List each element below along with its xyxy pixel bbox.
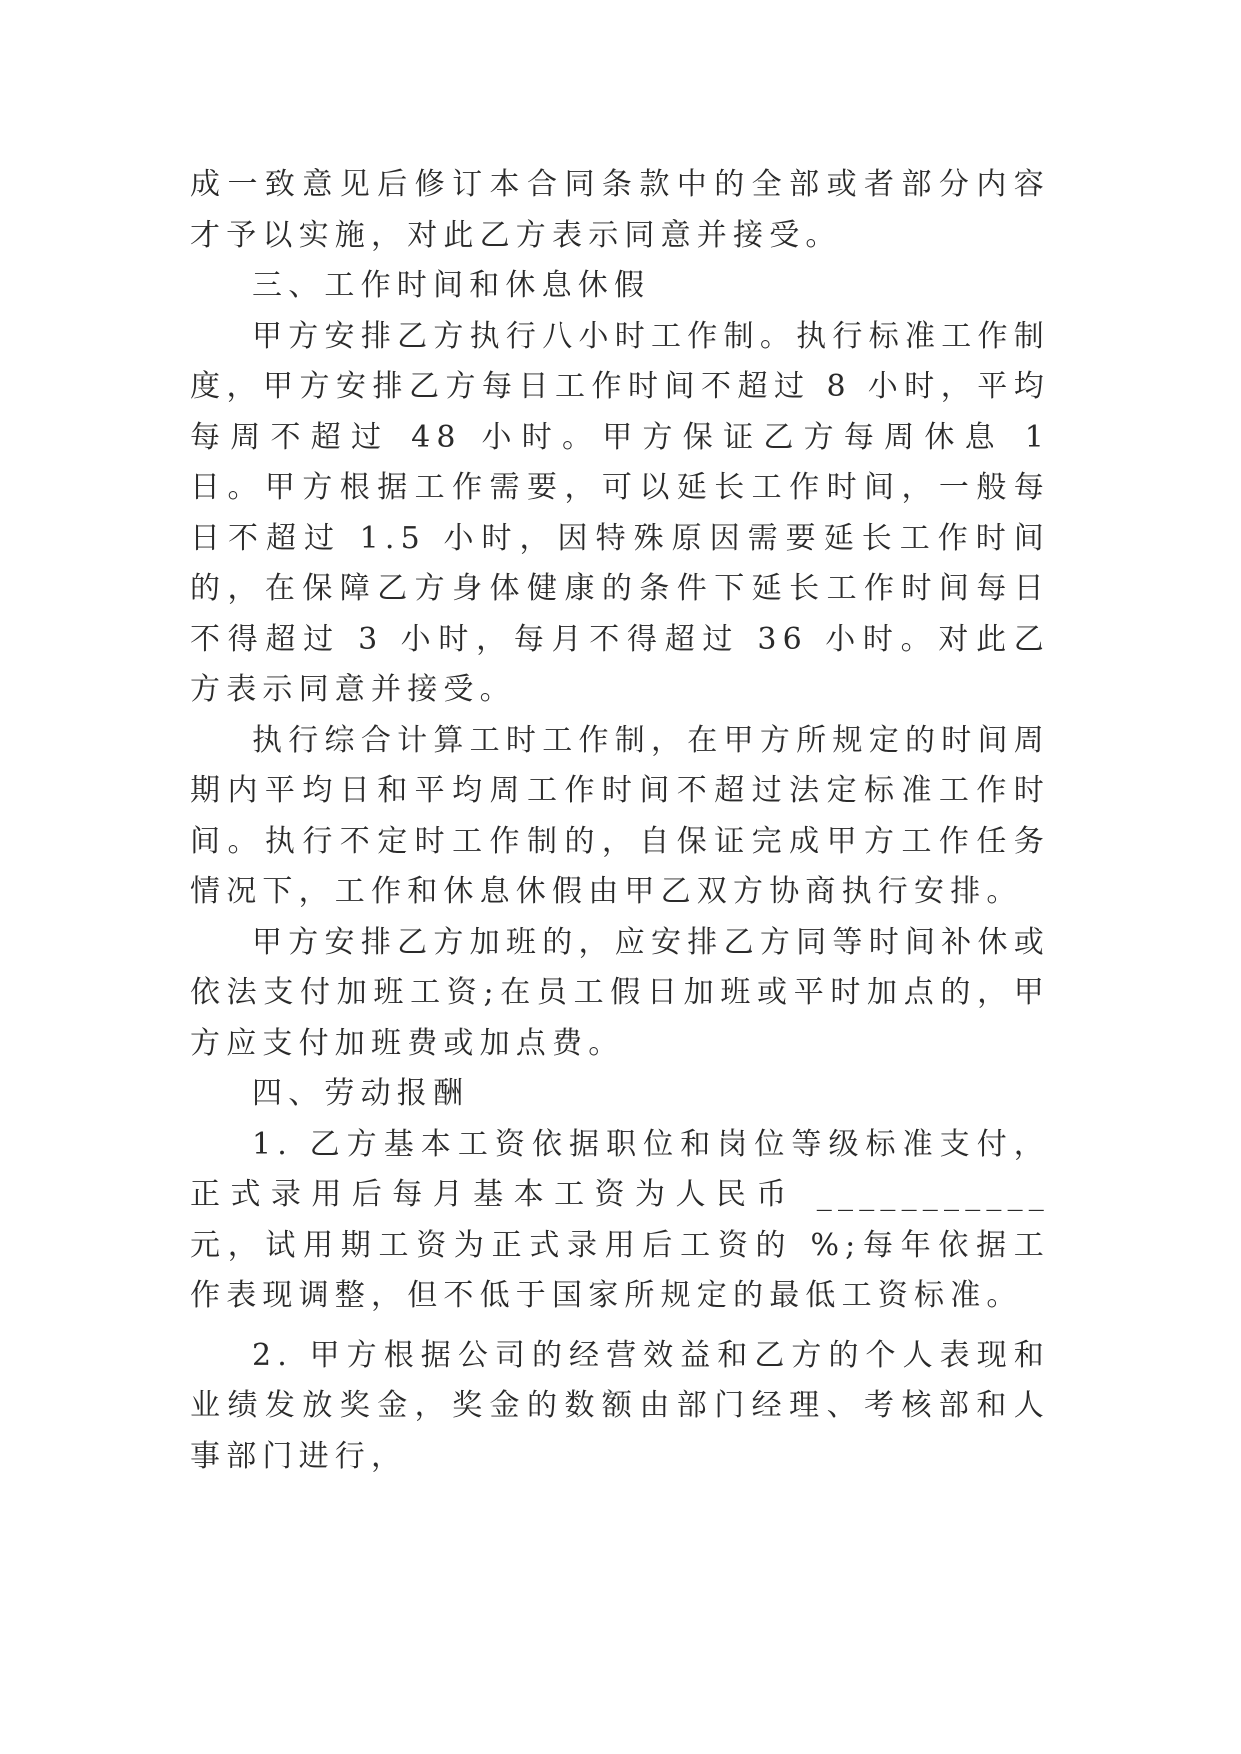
section-heading-remuneration: 四、劳动报酬: [252, 1076, 470, 1111]
paragraph-base-salary: 1. 乙方基本工资依据职位和岗位等级标准支付，正式录用后每月基本工资为人民币 ___________元，试用期工资为正式录用后工资的 %;每年依据工作表现调整，但不低于国家所规定的最低工资标准。: [190, 1126, 1050, 1313]
paragraph-overtime: 甲方安排乙方加班的，应安排乙方同等时间补休或依法支付加班工资;在员工假日加班或平时加点的，甲方应支付加班费或加点费。: [190, 924, 1050, 1061]
paragraph-standard-hours: 甲方安排乙方执行八小时工作制。执行标准工作制度，甲方安排乙方每日工作时间不超过 8 小时，平均每周不超过 48 小时。甲方保证乙方每周休息 1 日。甲方根据工作需要，可以延长工作时间，一般每日不超过 1.5 小时，因特殊原因需要延长工作时间的，在保障乙方身体健康的条件下延长工作时间每日不得超过 3 小时，每月不得超过 36 小时。对此乙方表示同意并接受。: [190, 318, 1050, 707]
document-body: [190, 160, 1050, 1482]
paragraph-comprehensive-hours: 执行综合计算工时工作制，在甲方所规定的时间周期内平均日和平均周工作时间不超过法定标准工作时间。执行不定时工作制的，自保证完成甲方工作任务情况下，工作和休息休假由甲乙双方协商执行安排。: [190, 722, 1050, 909]
paragraph-bonus: 2. 甲方根据公司的经营效益和乙方的个人表现和业绩发放奖金，奖金的数额由部门经理、考核部和人事部门进行，: [190, 1337, 1050, 1474]
paragraph-continuation: 成一致意见后修订本合同条款中的全部或者部分内容才予以实施，对此乙方表示同意并接受。: [190, 167, 1050, 253]
section-heading-work-hours: 三、工作时间和休息休假: [252, 268, 651, 303]
